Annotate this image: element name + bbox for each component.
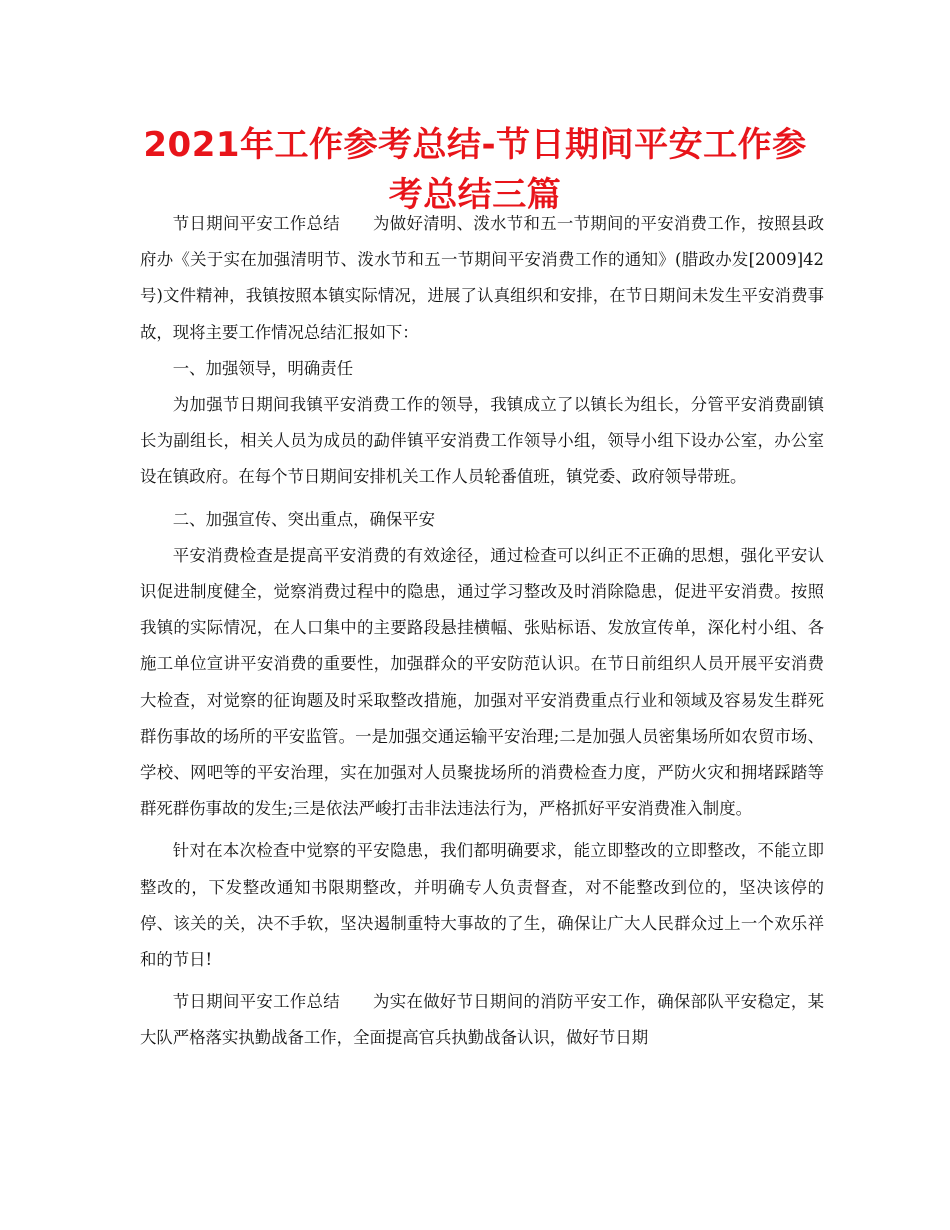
paragraph-lead: 节日期间平安工作总结 xyxy=(172,214,340,233)
section-heading-2: 二、加强宣传、突出重点，确保平安 xyxy=(172,509,436,529)
section-heading-1: 一、加强领导，明确责任 xyxy=(172,358,354,378)
paragraph-intro xyxy=(140,206,824,351)
paragraph-fire-safety xyxy=(140,984,824,1056)
paragraph-lead: 节日期间平安工作总结 xyxy=(172,992,340,1012)
paragraph-text: 为做好清明、泼水节和五一节期间的平安消费工作，按照县政府办《关于实在加强清明节、泼水节和五一节期间平安消费工作的通知》(腊政办发[2009]42号)文件精神，我镇按照本镇实际情况，进展了认真组织和安排，在节日期间未发生平安消费事故，现将主要工作情况总结汇报如下： xyxy=(140,214,825,342)
paragraph-leadership: 为加强节日期间我镇平安消费工作的领导，我镇成立了以镇长为组长，分管平安消费副镇长为副组长，相关人员为成员的勐伴镇平安消费工作领导小组，领导小组下设办公室，办公室设在镇政府。在每个节日期间安排机关工作人员轮番值班，镇党委、政府领导带班。 xyxy=(140,395,824,487)
paragraph-text: 为实在做好节日期间的消防平安工作，确保部队平安稳定，某大队严格落实执勤战备工作，全面提高官兵执勤战备认识，做好节日期 xyxy=(140,992,825,1048)
document-body xyxy=(140,206,824,1057)
paragraph-rectification: 针对在本次检查中觉察的平安隐患，我们都明确要求，能立即整改的立即整改，不能立即整改的，下发整改通知书限期整改，并明确专人负责督查，对不能整改到位的，坚决该停的停、该关的关，决不手软，坚决遏制重特大事故的了生，确保让广大人民群众过上一个欢乐祥和的节日! xyxy=(140,841,824,970)
document-title: 2021年工作参考总结-节日期间平安工作参考总结三篇 xyxy=(143,125,807,215)
paragraph-inspection: 平安消费检查是提高平安消费的有效途径，通过检查可以纠正不正确的思想，强化平安认识促进制度健全，觉察消费过程中的隐患，通过学习整改及时消除隐患，促进平安消费。按照我镇的实际情况，在人口集中的主要路段悬挂横幅、张贴标语、发放宣传单，深化村小组、各施工单位宣讲平安消费的重要性，加强群众的平安防范认识。在节日前组织人员开展平安消费大检查，对觉察的征询题及时采取整改措施，加强对平安消费重点行业和领域及容易发生群死群伤事故的场所的平安监管。一是加强交通运输平安治理;二是加强人员密集场所如农贸市场、学校、网吧等的平安治理，实在加强对人员聚拢场所的消费检查力度，严防火灾和拥堵踩踏等群死群伤事故的发生;三是依法严峻打击非法违法行为，严格抓好平安消费准入制度。 xyxy=(140,545,824,819)
